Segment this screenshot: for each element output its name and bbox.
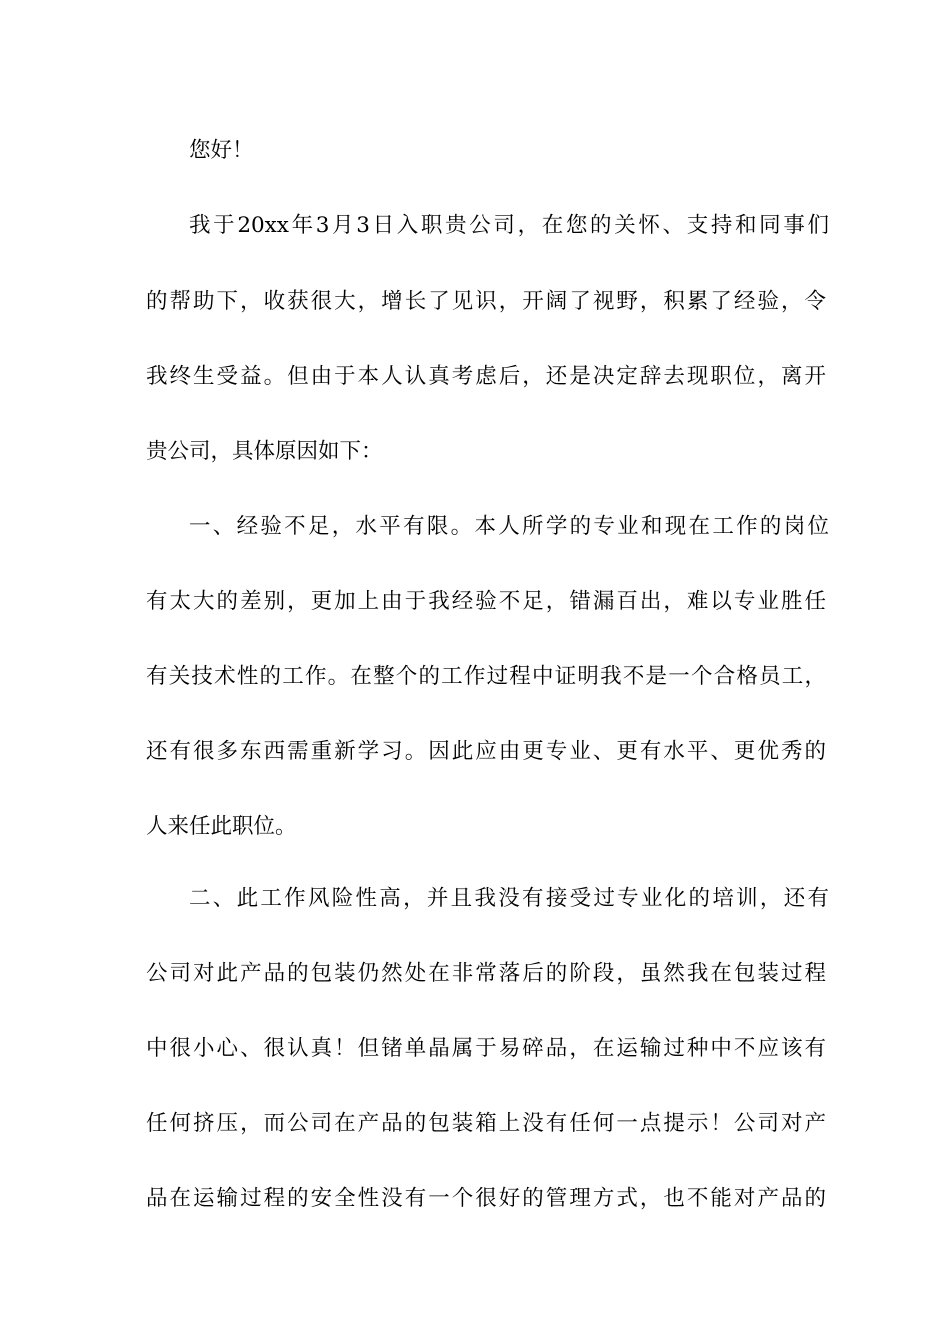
paragraph-2-line-1: 一、经验不足，水平有限。本人所学的专业和现在工作的岗位 bbox=[189, 514, 829, 539]
paragraph-3-line-4: 任何挤压，而公司在产品的包装箱上没有任何一点提示！公司对产 bbox=[146, 1111, 826, 1136]
paragraph-1-line-2: 的帮助下，收获很大，增长了见识，开阔了视野，积累了经验，令 bbox=[146, 289, 826, 314]
paragraph-2-line-3: 有关技术性的工作。在整个的工作过程中证明我不是一个合格员工， bbox=[146, 664, 826, 689]
paragraph-3-line-3: 中很小心、很认真！但锗单晶属于易碎品，在运输过种中不应该有 bbox=[146, 1036, 826, 1061]
paragraph-1-line-1: 我于20xx年3月3日入职贵公司，在您的关怀、支持和同事们 bbox=[189, 213, 829, 238]
paragraph-2-line-2: 有太大的差别，更加上由于我经验不足，错漏百出，难以专业胜任 bbox=[146, 589, 826, 614]
paragraph-2-line-4: 还有很多东西需重新学习。因此应由更专业、更有水平、更优秀的 bbox=[146, 739, 826, 764]
paragraph-1-line-4: 贵公司，具体原因如下： bbox=[146, 439, 383, 464]
paragraph-3-line-1: 二、此工作风险性高，并且我没有接受过专业化的培训，还有 bbox=[189, 886, 829, 911]
paragraph-1-line-3: 我终生受益。但由于本人认真考虑后，还是决定辞去现职位，离开 bbox=[146, 364, 826, 389]
paragraph-3-line-5: 品在运输过程的安全性没有一个很好的管理方式，也不能对产品的 bbox=[146, 1186, 826, 1211]
paragraph-3-line-2: 公司对此产品的包装仍然处在非常落后的阶段，虽然我在包装过程 bbox=[146, 961, 826, 986]
greeting: 您好！ bbox=[189, 138, 254, 163]
paragraph-2-line-5: 人来任此职位。 bbox=[146, 814, 297, 839]
